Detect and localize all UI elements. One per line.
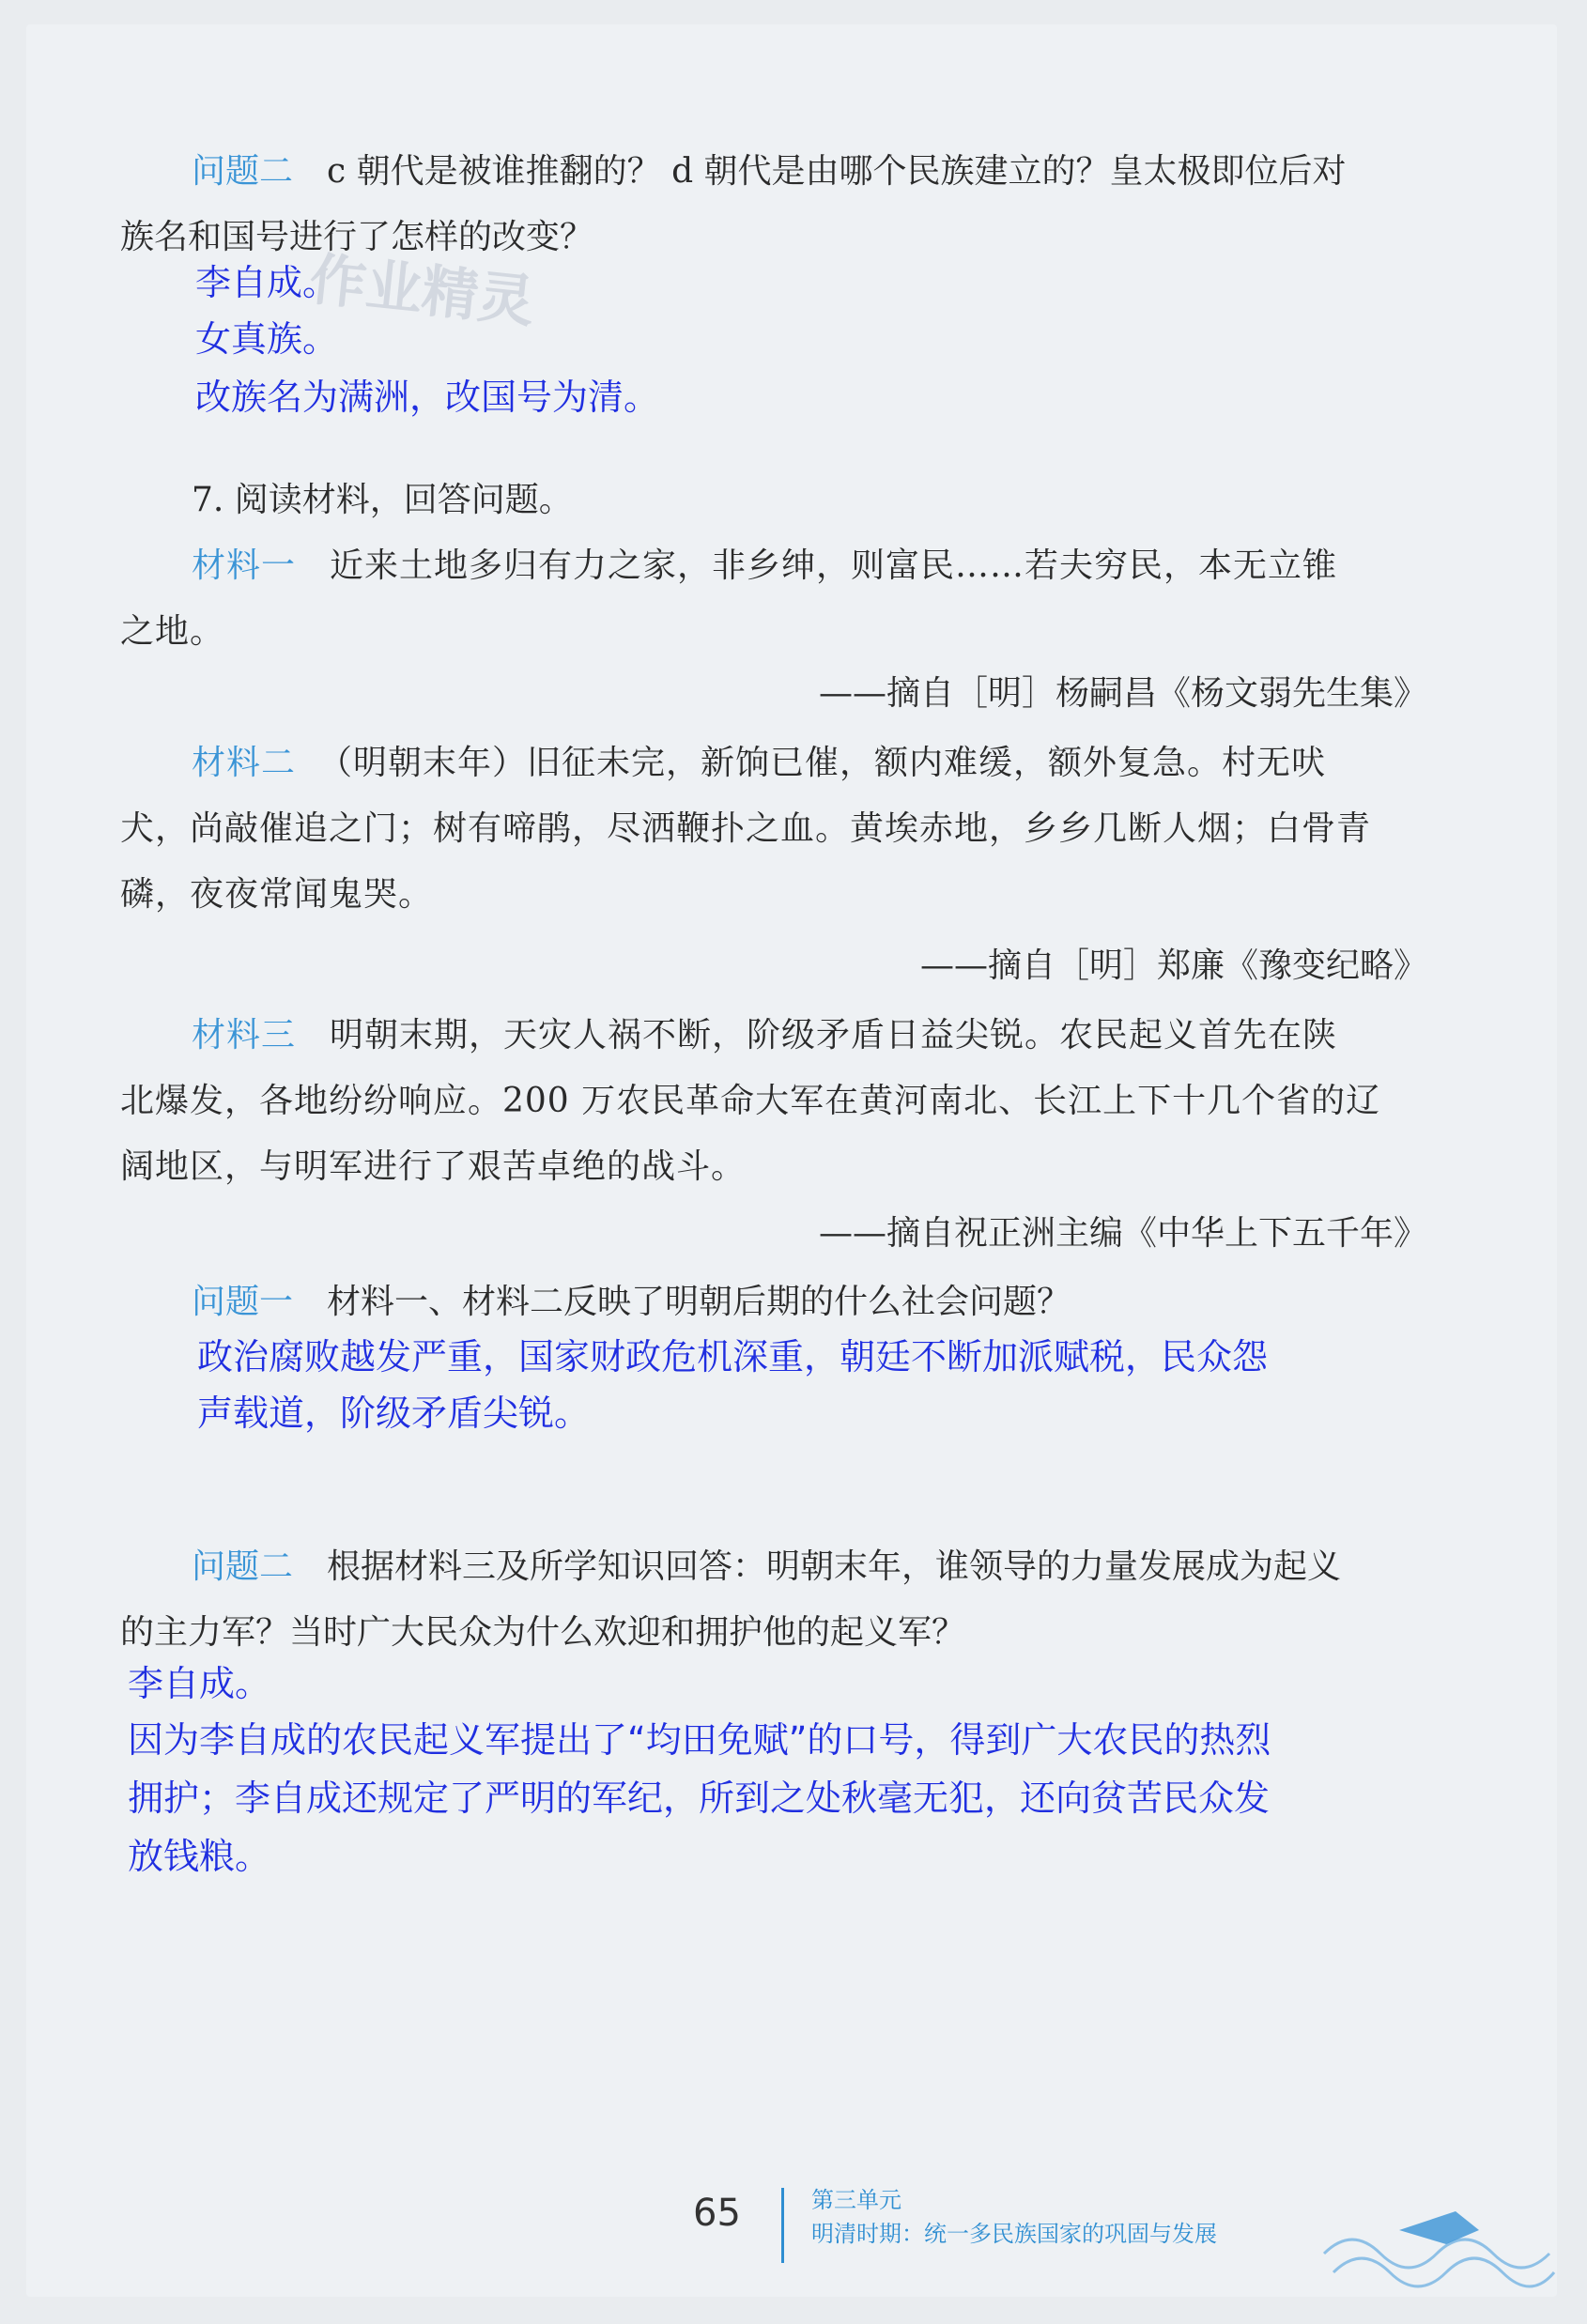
material-label: 材料三 — [192, 1016, 297, 1054]
material-2-source: ——摘自［明］郑廉《豫变纪略》 — [919, 947, 1427, 985]
material-text: （明朝末年）旧征未完，新饷已催，额内难缓，额外复急。村无吠 — [318, 744, 1327, 782]
material-2-line2: 犬，尚敲催追之门；树有啼鹃，尽洒鞭扑之血。黄埃赤地，乡乡几断人烟；白骨青 — [120, 809, 1372, 848]
answer-line: 李自成。 — [195, 262, 339, 303]
material-3-line1 — [192, 1003, 1441, 1069]
question-text: 材料一、材料二反映了明朝后期的什么社会问题？ — [327, 1283, 1071, 1321]
answer-line: 拥护；李自成还规定了严明的军纪，所到之处秋毫无犯，还向贫苦民众发 — [128, 1778, 1271, 1819]
material-1-source: ——摘自［明］杨嗣昌《杨文弱先生集》 — [818, 674, 1427, 713]
question-2a-line1 — [192, 139, 1441, 205]
footer-subtitle: 明清时期：统一多民族国家的巩固与发展 — [811, 2221, 1217, 2247]
question-label: 问题一 — [192, 1283, 294, 1321]
material-2-line3: 磷，夜夜常闻鬼哭。 — [120, 875, 434, 914]
page-number: 65 — [693, 2192, 741, 2235]
material-3-line2: 北爆发，各地纷纷响应。200 万农民革命大军在黄河南北、长江上下十几个省的辽 — [120, 1082, 1381, 1120]
material-1-line2: 之地。 — [120, 612, 225, 651]
question-7-title: 7. 阅读材料，回答问题。 — [192, 481, 573, 519]
material-2-line1 — [192, 731, 1441, 796]
question-2a-line2: 族名和国号进行了怎样的改变？ — [120, 218, 594, 256]
question-text: c 朝代是被谁推翻的？ d 朝代是由哪个民族建立的？皇太极即位后对 — [327, 152, 1347, 191]
watermark: 作业精灵 — [306, 246, 538, 336]
material-label: 材料一 — [192, 546, 297, 585]
answer-line: 放钱粮。 — [128, 1836, 271, 1877]
material-3-source: ——摘自祝正洲主编《中华上下五千年》 — [818, 1214, 1427, 1253]
question-2-line2: 的主力军？当时广大民众为什么欢迎和拥护他的起义军？ — [120, 1613, 966, 1652]
footer-unit: 第三单元 — [811, 2187, 901, 2213]
material-text: 近来土地多归有力之家，非乡绅，则富民……若夫穷民，本无立锥 — [330, 546, 1338, 585]
answer-line: 李自成。 — [128, 1663, 271, 1704]
answer-line: 因为李自成的农民起义军提出了“均田免赋”的口号，得到广大农民的热烈 — [128, 1719, 1271, 1761]
answer-line: 改族名为满洲，改国号为清。 — [195, 377, 660, 418]
material-1-line1 — [192, 533, 1441, 599]
material-label: 材料二 — [192, 744, 297, 782]
answer-line: 政治腐败越发严重，国家财政危机深重，朝廷不断加派赋税，民众怨 — [197, 1336, 1269, 1377]
question-label: 问题二 — [192, 1547, 294, 1586]
answer-line: 声载道，阶级矛盾尖锐。 — [197, 1393, 591, 1434]
material-3-line3: 阔地区，与明军进行了艰苦卓绝的战斗。 — [120, 1147, 747, 1186]
question-2-line1 — [192, 1534, 1450, 1600]
material-text: 明朝末期，天灾人祸不断，阶级矛盾日益尖锐。农民起义首先在陕 — [330, 1016, 1338, 1054]
wave-ornament-icon — [1315, 2188, 1559, 2291]
question-text: 根据材料三及所学知识回答：明朝末年，谁领导的力量发展成为起义 — [327, 1547, 1342, 1586]
question-1 — [192, 1270, 1441, 1335]
answer-line: 女真族。 — [195, 318, 339, 360]
footer-divider — [781, 2188, 784, 2263]
question-label: 问题二 — [192, 152, 294, 191]
